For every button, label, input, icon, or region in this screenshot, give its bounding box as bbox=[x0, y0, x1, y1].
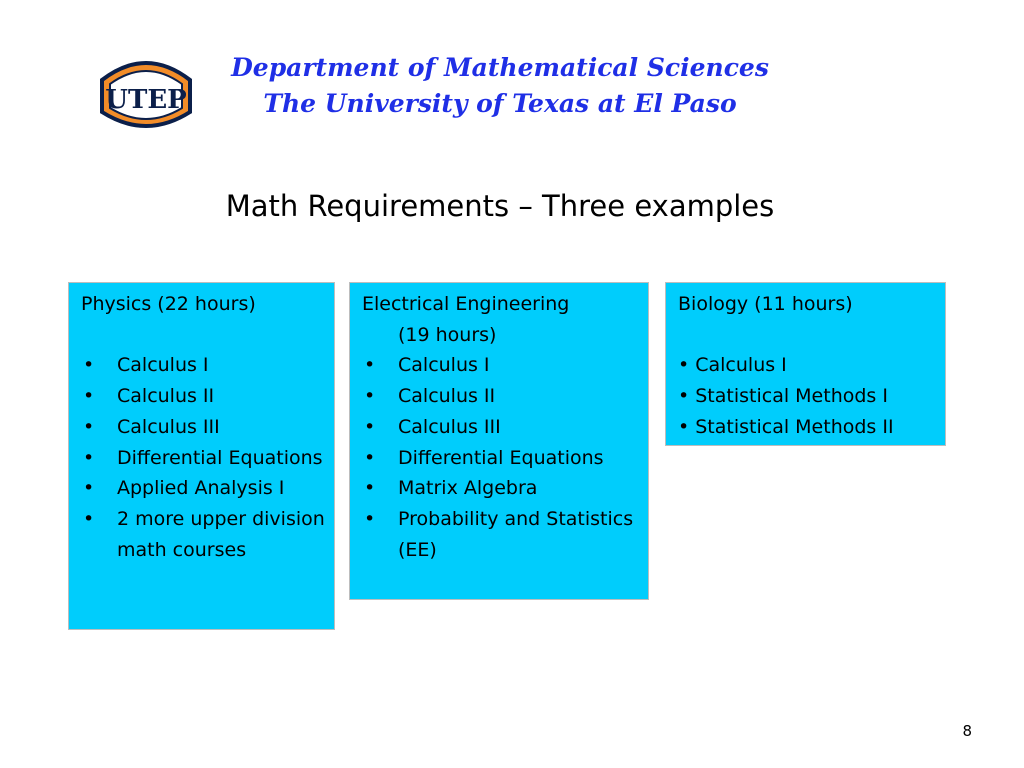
slide-title: Math Requirements – Three examples bbox=[225, 189, 775, 223]
bullet-icon: • bbox=[364, 415, 376, 438]
list-item: • Calculus II bbox=[81, 381, 326, 412]
list-item: • Differential Equations bbox=[362, 443, 640, 474]
list-item: • Applied Analysis I bbox=[81, 473, 326, 504]
university-name: The University of Texas at El Paso bbox=[263, 89, 737, 118]
list-item: • Matrix Algebra bbox=[362, 473, 640, 504]
ee-heading-line1: Electrical Engineering bbox=[362, 293, 570, 315]
list-item: • Probability and Statistics (EE) bbox=[362, 504, 640, 565]
list-item: • 2 more upper division math courses bbox=[81, 504, 326, 565]
list-item: • Calculus I bbox=[678, 354, 787, 377]
biology-spacer bbox=[678, 320, 937, 351]
biology-heading: Biology (11 hours) bbox=[678, 293, 853, 315]
biology-requirements-box bbox=[665, 282, 946, 446]
bullet-icon: • bbox=[364, 507, 376, 530]
bullet-icon: • bbox=[83, 354, 95, 377]
page-number: 8 bbox=[962, 722, 972, 740]
physics-heading: Physics (22 hours) bbox=[81, 293, 256, 315]
list-item: • Calculus I bbox=[362, 350, 640, 381]
ee-heading-line2: (19 hours) bbox=[398, 323, 497, 346]
physics-course-list bbox=[81, 350, 326, 565]
department-header bbox=[200, 50, 800, 122]
list-item: • Statistical Methods II bbox=[678, 415, 894, 438]
list-item: • Calculus III bbox=[362, 412, 640, 443]
physics-spacer bbox=[81, 320, 326, 351]
department-name: Department of Mathematical Sciences bbox=[231, 53, 769, 82]
physics-requirements-box bbox=[68, 282, 335, 630]
bullet-icon: • bbox=[83, 477, 95, 500]
utep-logo bbox=[92, 50, 200, 136]
bullet-icon: • bbox=[83, 385, 95, 408]
bullet-icon: • bbox=[83, 415, 95, 438]
bullet-icon: • bbox=[83, 507, 95, 530]
list-item: • Calculus I bbox=[81, 350, 326, 381]
list-item: • Calculus III bbox=[81, 412, 326, 443]
bullet-icon: • bbox=[83, 446, 95, 469]
ee-course-list bbox=[362, 350, 640, 565]
list-item: • Differential Equations bbox=[81, 443, 326, 474]
bullet-icon: • bbox=[364, 385, 376, 408]
bullet-icon: • bbox=[364, 354, 376, 377]
list-item: • Statistical Methods I bbox=[678, 385, 888, 408]
list-item: • Calculus II bbox=[362, 381, 640, 412]
biology-course-list bbox=[678, 350, 937, 442]
ee-requirements-box bbox=[349, 282, 649, 600]
bullet-icon: • bbox=[364, 446, 376, 469]
utep-logo-text: UTEP bbox=[105, 85, 187, 115]
bullet-icon: • bbox=[364, 477, 376, 500]
